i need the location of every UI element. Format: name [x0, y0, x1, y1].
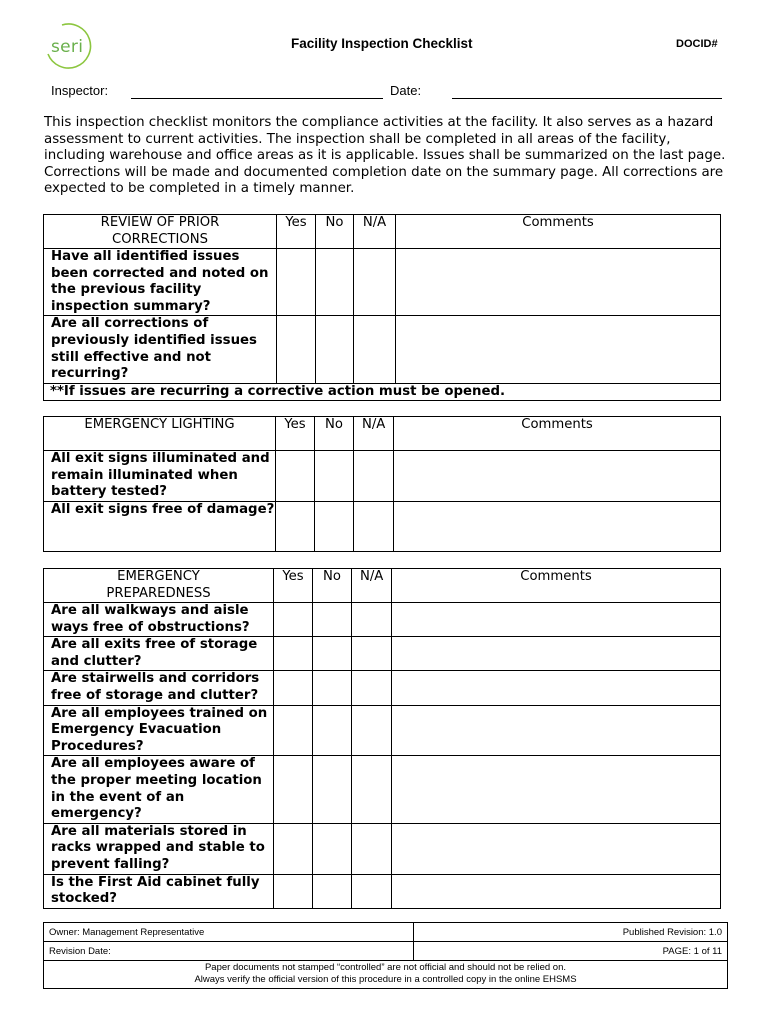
col-comments: Comments	[394, 417, 721, 451]
col-yes: Yes	[274, 569, 313, 603]
seri-logo	[44, 22, 98, 70]
logo-text: seri	[51, 37, 84, 57]
section-title: EMERGENCY LIGHTING	[44, 417, 276, 451]
question-text: Are all exits free of storage and clutter?	[44, 637, 274, 671]
col-comments: Comments	[392, 569, 721, 603]
comments-cell[interactable]	[392, 823, 721, 874]
question-text: Are all materials stored in racks wrapped and stable to prevent falling?	[44, 823, 274, 874]
no-cell[interactable]	[316, 316, 354, 383]
table-row	[44, 249, 721, 316]
comments-cell[interactable]	[394, 451, 721, 502]
na-cell[interactable]	[354, 501, 394, 551]
no-cell[interactable]	[315, 451, 354, 502]
question-text: All exit signs free of damage?	[44, 501, 276, 551]
col-no: No	[316, 215, 354, 249]
recurring-issue-note: **If issues are recurring a corrective action must be opened.	[44, 383, 721, 400]
table-row	[44, 501, 721, 551]
yes-cell[interactable]	[276, 451, 315, 502]
question-text: Is the First Aid cabinet fully stocked?	[44, 874, 274, 908]
yes-cell[interactable]	[274, 671, 313, 705]
na-cell[interactable]	[352, 637, 392, 671]
document-footer	[43, 922, 728, 989]
yes-cell[interactable]	[274, 823, 313, 874]
col-yes: Yes	[277, 215, 316, 249]
disclaimer-line-2: Always verify the official version of this procedure in a controlled copy in the online EHSMS	[194, 974, 577, 985]
na-cell[interactable]	[352, 671, 392, 705]
table-row	[44, 316, 721, 383]
table-row	[44, 637, 721, 671]
yes-cell[interactable]	[277, 249, 316, 316]
table-row	[44, 705, 721, 756]
question-text: Are stairwells and corridors free of storage and clutter?	[44, 671, 274, 705]
inspector-label: Inspector:	[51, 83, 109, 98]
comments-cell[interactable]	[392, 874, 721, 908]
intro-paragraph: This inspection checklist monitors the compliance activities at the facility. It also serves as a hazard assessment to current activities. The inspection shall be completed in all areas of the facility, including warehouse and office areas as it is applicable. Issues shall be summarized on the last page. Corrections will be made and documented completion date on the summary page. All corrections are expected to be completed in a timely manner.	[44, 115, 726, 197]
footer-owner: Owner: Management Representative	[44, 923, 414, 942]
yes-cell[interactable]	[276, 501, 315, 551]
disclaimer-line-1: Paper documents not stamped “controlled” are not official and should not be relied on.	[204, 962, 567, 973]
yes-cell[interactable]	[274, 637, 313, 671]
document-id: DOCID#	[676, 38, 718, 50]
comments-cell[interactable]	[392, 637, 721, 671]
table-row	[44, 603, 721, 637]
no-cell[interactable]	[313, 705, 352, 756]
comments-cell[interactable]	[392, 756, 721, 823]
comments-cell[interactable]	[392, 705, 721, 756]
inspector-field[interactable]	[131, 98, 383, 99]
table-row	[44, 451, 721, 502]
no-cell[interactable]	[313, 756, 352, 823]
footer-revision: Published Revision: 1.0	[414, 923, 728, 942]
na-cell[interactable]	[352, 823, 392, 874]
footer-revision-date: Revision Date:	[44, 942, 414, 961]
na-cell[interactable]	[352, 756, 392, 823]
yes-cell[interactable]	[274, 705, 313, 756]
section-title: EMERGENCY PREPAREDNESS	[44, 569, 274, 603]
no-cell[interactable]	[313, 671, 352, 705]
question-text: Are all employees trained on Emergency Evacuation Procedures?	[44, 705, 274, 756]
yes-cell[interactable]	[274, 756, 313, 823]
comments-cell[interactable]	[392, 671, 721, 705]
col-no: No	[313, 569, 352, 603]
question-text: All exit signs illuminated and remain illuminated when battery tested?	[44, 451, 276, 502]
question-text: Are all corrections of previously identified issues still effective and not recurring?	[44, 316, 277, 383]
no-cell[interactable]	[313, 874, 352, 908]
comments-cell[interactable]	[396, 316, 721, 383]
table-row	[44, 823, 721, 874]
na-cell[interactable]	[354, 249, 396, 316]
no-cell[interactable]	[313, 823, 352, 874]
col-no: No	[315, 417, 354, 451]
no-cell[interactable]	[313, 603, 352, 637]
na-cell[interactable]	[354, 451, 394, 502]
comments-cell[interactable]	[392, 603, 721, 637]
table-row	[44, 756, 721, 823]
na-cell[interactable]	[352, 874, 392, 908]
comments-cell[interactable]	[396, 249, 721, 316]
date-label: Date:	[390, 83, 422, 98]
col-na: N/A	[354, 215, 396, 249]
col-comments: Comments	[396, 215, 721, 249]
footer-page: PAGE: 1 of 11	[414, 942, 728, 961]
no-cell[interactable]	[315, 501, 354, 551]
question-text: Are all employees aware of the proper meeting location in the event of an emergency?	[44, 756, 274, 823]
table-row	[44, 671, 721, 705]
document-title: Facility Inspection Checklist	[291, 36, 473, 51]
na-cell[interactable]	[354, 316, 396, 383]
question-text: Are all walkways and aisle ways free of obstructions?	[44, 603, 274, 637]
col-na: N/A	[354, 417, 394, 451]
yes-cell[interactable]	[274, 874, 313, 908]
no-cell[interactable]	[316, 249, 354, 316]
checklist-emergency-preparedness	[43, 568, 721, 909]
yes-cell[interactable]	[277, 316, 316, 383]
yes-cell[interactable]	[274, 603, 313, 637]
table-row	[44, 874, 721, 908]
col-na: N/A	[352, 569, 392, 603]
date-field[interactable]	[452, 98, 722, 99]
no-cell[interactable]	[313, 637, 352, 671]
question-text: Have all identified issues been corrected and noted on the previous facility inspection summary?	[44, 249, 277, 316]
col-yes: Yes	[276, 417, 315, 451]
section-title: REVIEW OF PRIOR CORRECTIONS	[44, 215, 277, 249]
checklist-emergency-lighting	[43, 416, 721, 552]
comments-cell[interactable]	[394, 501, 721, 551]
na-cell[interactable]	[352, 705, 392, 756]
checklist-review-prior-corrections	[43, 214, 721, 401]
na-cell[interactable]	[352, 603, 392, 637]
footer-disclaimer	[44, 961, 728, 989]
